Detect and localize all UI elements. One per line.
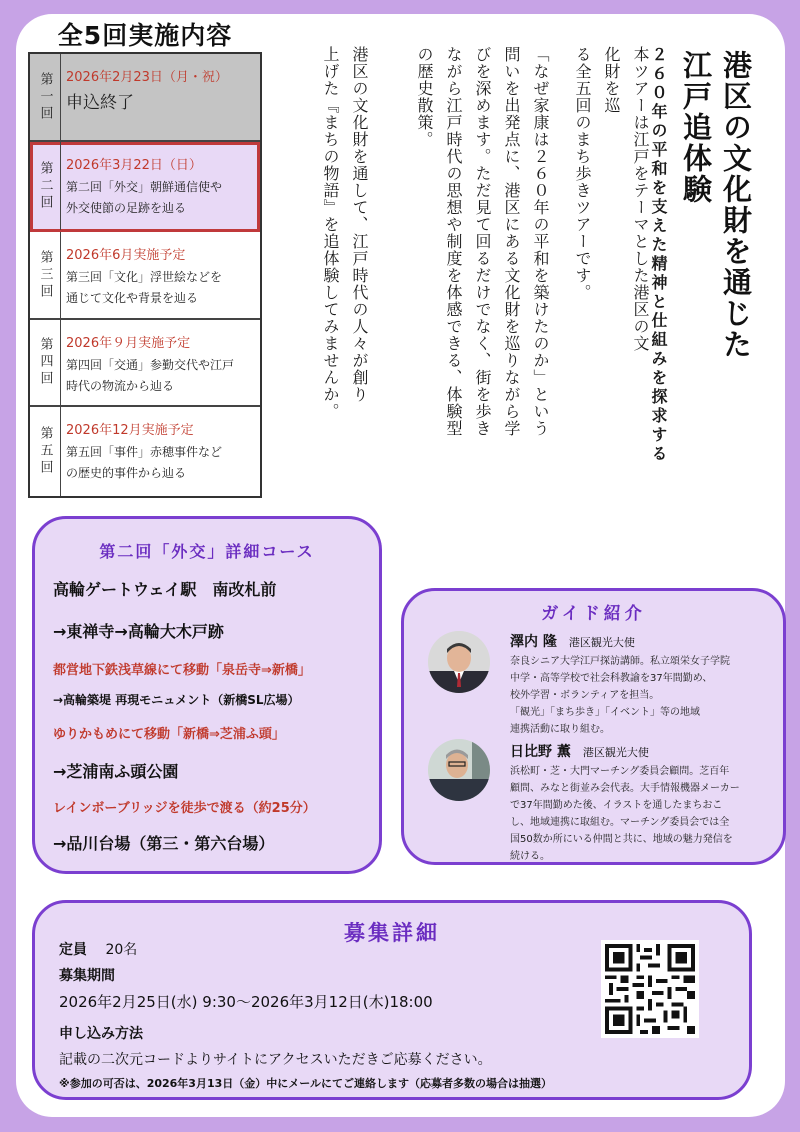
guide-photo-avatar [428, 739, 490, 801]
selection-note: ※参加の可否は、2026年3月13日（金）中にメールにてご連絡します（応募者多数の場合は抽選） [59, 1077, 553, 1090]
row-date: 2026年6月実施予定 [66, 248, 186, 263]
row-number: 第五回 [37, 426, 53, 477]
recruit-title: 募集詳細 [344, 921, 440, 945]
course-step: 高輪ゲートウェイ駅 南改札前 [53, 580, 277, 599]
guide-name: 日比野 薫 [510, 744, 571, 760]
row-number: 第二回 [37, 160, 53, 212]
schedule-title: 全5回実施内容 [57, 21, 233, 50]
schedule-row [30, 54, 260, 142]
course-step: レインボーブリッジを徒歩で渡る（約25分） [53, 801, 316, 816]
schedule-table [28, 52, 262, 498]
row-desc: 第二回「外交」朝鮮通信使や 外交使節の足跡を辿る [66, 180, 223, 215]
recruit-panel [32, 900, 752, 1100]
row-desc: 第四回「交通」参勤交代や江戸 時代の物流から辿る [66, 358, 235, 393]
row-desc: 申込終了 [66, 93, 134, 113]
guide-panel [401, 588, 786, 865]
subtitle: ２６０年の平和を支えた精神と仕組みを探求する [649, 46, 668, 464]
method-label: 申し込み方法 [59, 1026, 143, 1042]
period-label: 募集期間 [59, 968, 115, 984]
guide-role: 港区観光大使 [568, 636, 635, 649]
row-number: 第一回 [37, 71, 53, 123]
course-step: →高輪築堤 再現モニュメント（新橋SL広場） [53, 693, 300, 707]
row-date: 2026年９月実施予定 [66, 336, 191, 351]
row-number: 第四回 [37, 337, 53, 388]
main-title: 港区の文化財を通じた 江戸追体験 [679, 50, 753, 360]
course-title: 第二回「外交」詳細コース [99, 542, 315, 561]
capacity-label: 定員 [59, 942, 87, 958]
period-value: 2026年2月25日(水) 9:30～2026年3月12日(木)18:00 [59, 993, 433, 1011]
guide-photo-avatar [428, 631, 490, 693]
intro-paragraph-3: 港区の文化財を通して、江戸時代の人々が創り 上げた『まちの物語』を追体験してみませんか。 [321, 46, 369, 420]
row-date: 2026年12月実施予定 [66, 423, 194, 438]
row-date: 2026年2月23日（月・祝） [66, 70, 228, 85]
intro-paragraph-1: 本ツアーは江戸をテーマとした港区の文化財を巡 る全五回のまち歩きツアーです。 [573, 46, 650, 352]
qr-code-icon[interactable] [601, 940, 699, 1038]
course-step: →品川台場（第三・第六台場） [53, 834, 275, 853]
method-value: 記載の二次元コードよりサイトにアクセスいただきご応募ください。 [59, 1052, 492, 1068]
row-desc: 第五回「事件」赤穂事件など の歴史的事件から辿る [66, 445, 223, 480]
guide-description: 浜松町・芝・大門マーチング委員会顧問。芝百年 顧問、みなと街並み会代表。大手情報機器メーカー で37年間勤めた後、イラストを通したまちおこ し、地域連携に取組む。マーチング委員会では全 国50数か所にいる仲間と共に、地域の魅力発信を 続ける。 [510, 766, 740, 862]
course-step: →東禅寺→高輪大木戸跡 [53, 622, 224, 641]
row-desc: 第三回「文化」浮世絵などを 通じて文化や背景を辿る [66, 270, 223, 305]
row-number: 第三回 [37, 249, 53, 301]
schedule-row [30, 320, 260, 407]
schedule-row [30, 142, 260, 232]
row-date: 2026年3月22日（日） [66, 158, 202, 173]
guide-role: 港区観光大使 [582, 746, 649, 759]
guide-description: 奈良シニア大学江戸探訪講師。私立頌栄女子学院 中学・高等学校で社会科教諭を37年間勤め、 校外学習・ボランティアを担当。 「観光」「まち歩き」「イベント」等の地域 連携活動に取り組む。 [510, 656, 730, 735]
course-step: ゆりかもめにて移動「新橋⇒芝浦ふ頭」 [53, 727, 285, 742]
course-step: 都営地下鉄浅草線にて移動「泉岳寺⇒新橋」 [53, 663, 311, 678]
schedule-row [30, 407, 260, 496]
schedule-row [30, 232, 260, 320]
intro-paragraph-2: 「なぜ家康は２６０年の平和を築けたのか」という 問いを出発点に、港区にある文化財を巡りながら学 びを深めます。ただ見て回るだけでなく、街を歩き ながら江戸時代の思想や制度を体感できる、体験型 の歴史散策。 [415, 46, 550, 437]
guide-title: ガイド紹介 [541, 604, 646, 624]
course-panel [32, 516, 382, 874]
course-step: →芝浦南ふ頭公園 [53, 762, 179, 781]
guide-name: 澤内 隆 [510, 634, 557, 650]
capacity-value: 20名 [105, 942, 138, 958]
